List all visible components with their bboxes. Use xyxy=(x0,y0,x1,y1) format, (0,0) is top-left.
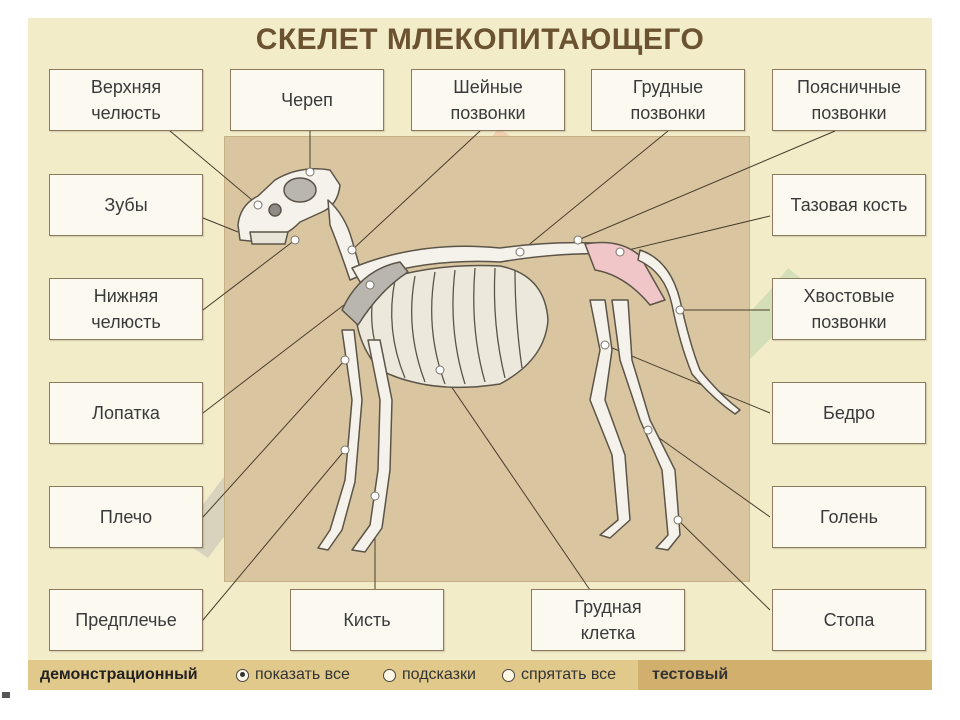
mode-test-tab[interactable]: тестовый xyxy=(638,660,932,690)
label-lower-jaw[interactable]: Нижняя челюсть xyxy=(49,278,203,340)
label-foot[interactable]: Стопа xyxy=(772,589,926,651)
label-cervical-vertebrae[interactable]: Шейные позвонки xyxy=(411,69,565,131)
label-pelvis[interactable]: Тазовая кость xyxy=(772,174,926,236)
radio-icon[interactable] xyxy=(502,669,515,682)
mode-bar xyxy=(28,660,932,690)
label-caudal-vertebrae[interactable]: Хвостовые позвонки xyxy=(772,278,926,340)
label-thoracic-vertebrae[interactable]: Грудные позвонки xyxy=(591,69,745,131)
label-hand[interactable]: Кисть xyxy=(290,589,444,651)
label-ribcage[interactable]: Грудная клетка xyxy=(531,589,685,651)
option-show-all[interactable] xyxy=(236,660,350,690)
label-teeth[interactable]: Зубы xyxy=(49,174,203,236)
radio-checked-icon[interactable] xyxy=(236,669,249,682)
horizontal-scrollbar[interactable] xyxy=(0,690,960,720)
skeleton-panel xyxy=(224,136,750,582)
page-title: СКЕЛЕТ МЛЕКОПИТАЮЩЕГО xyxy=(255,23,705,56)
label-femur[interactable]: Бедро xyxy=(772,382,926,444)
label-upper-jaw[interactable]: Верхняя челюсть xyxy=(49,69,203,131)
option-show-all-label: показать все xyxy=(255,666,350,683)
mode-demo-tab[interactable]: демонстрационный xyxy=(28,660,224,690)
label-shin[interactable]: Голень xyxy=(772,486,926,548)
option-hints[interactable] xyxy=(383,660,476,690)
label-lumbar-vertebrae[interactable]: Поясничные позвонки xyxy=(772,69,926,131)
option-hide-all-label: спрятать все xyxy=(521,666,617,683)
label-forearm[interactable]: Предплечье xyxy=(49,589,203,651)
label-scapula[interactable]: Лопатка xyxy=(49,382,203,444)
label-humerus[interactable]: Плечо xyxy=(49,486,203,548)
label-skull[interactable]: Череп xyxy=(230,69,384,131)
scroll-handle[interactable] xyxy=(2,692,10,698)
option-hide-all[interactable] xyxy=(502,660,616,690)
option-hints-label: подсказки xyxy=(402,666,476,683)
radio-icon[interactable] xyxy=(383,669,396,682)
